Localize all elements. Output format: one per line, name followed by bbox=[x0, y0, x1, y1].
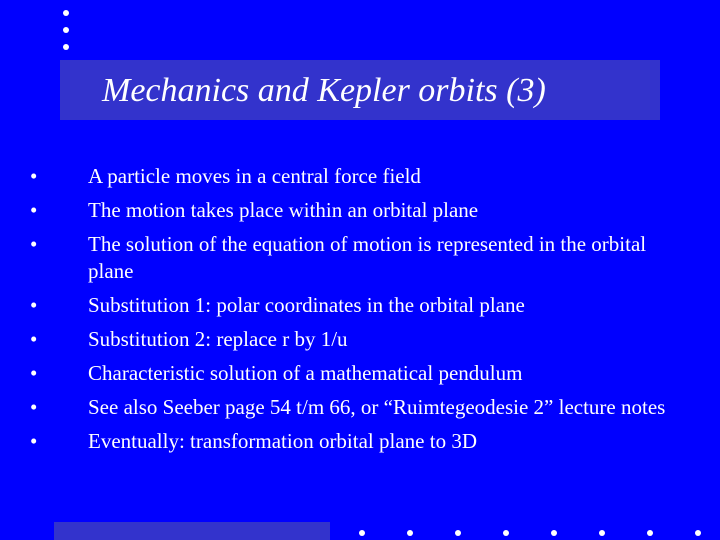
decorative-dot bbox=[455, 530, 461, 536]
bullet-icon: • bbox=[30, 395, 38, 419]
list-item bbox=[26, 231, 686, 285]
decorative-dot bbox=[63, 44, 69, 50]
bullet-text: See also Seeber page 54 t/m 66, or “Ruimtegeodesie 2” lecture notes bbox=[88, 395, 666, 419]
decorative-dot bbox=[503, 530, 509, 536]
bullet-text: Eventually: transformation orbital plane to 3D bbox=[88, 429, 477, 453]
slide-title: Mechanics and Kepler orbits (3) bbox=[102, 72, 546, 109]
decorative-dot bbox=[359, 530, 365, 536]
bullet-icon: • bbox=[30, 198, 38, 222]
decorative-dot bbox=[695, 530, 701, 536]
list-item bbox=[26, 326, 686, 353]
decorative-dot bbox=[647, 530, 653, 536]
bullet-icon: • bbox=[30, 429, 38, 453]
list-item bbox=[26, 360, 686, 387]
bullet-icon: • bbox=[30, 293, 38, 317]
decorative-dot bbox=[551, 530, 557, 536]
bottom-bar bbox=[54, 522, 330, 540]
bullet-text: The solution of the equation of motion is represented in the orbital plane bbox=[88, 232, 647, 283]
list-item bbox=[26, 197, 686, 224]
bullet-text: The motion takes place within an orbital plane bbox=[88, 198, 479, 222]
bullet-icon: • bbox=[30, 327, 38, 351]
bullet-icon: • bbox=[30, 164, 38, 188]
decorative-dot bbox=[407, 530, 413, 536]
list-item bbox=[26, 292, 686, 319]
bullet-icon: • bbox=[30, 361, 38, 385]
list-item bbox=[26, 394, 686, 421]
list-item bbox=[26, 428, 686, 455]
bullet-icon: • bbox=[30, 232, 38, 256]
decorative-dot bbox=[63, 10, 69, 16]
bullet-text: Characteristic solution of a mathematical pendulum bbox=[88, 361, 523, 385]
decorative-dot bbox=[63, 27, 69, 33]
list-item bbox=[26, 163, 686, 190]
bullet-text: Substitution 2: replace r by 1/u bbox=[88, 327, 348, 351]
bullet-list bbox=[26, 163, 686, 462]
bullet-text: A particle moves in a central force field bbox=[88, 164, 421, 188]
decorative-dot bbox=[599, 530, 605, 536]
bullet-text: Substitution 1: polar coordinates in the orbital plane bbox=[88, 293, 525, 317]
